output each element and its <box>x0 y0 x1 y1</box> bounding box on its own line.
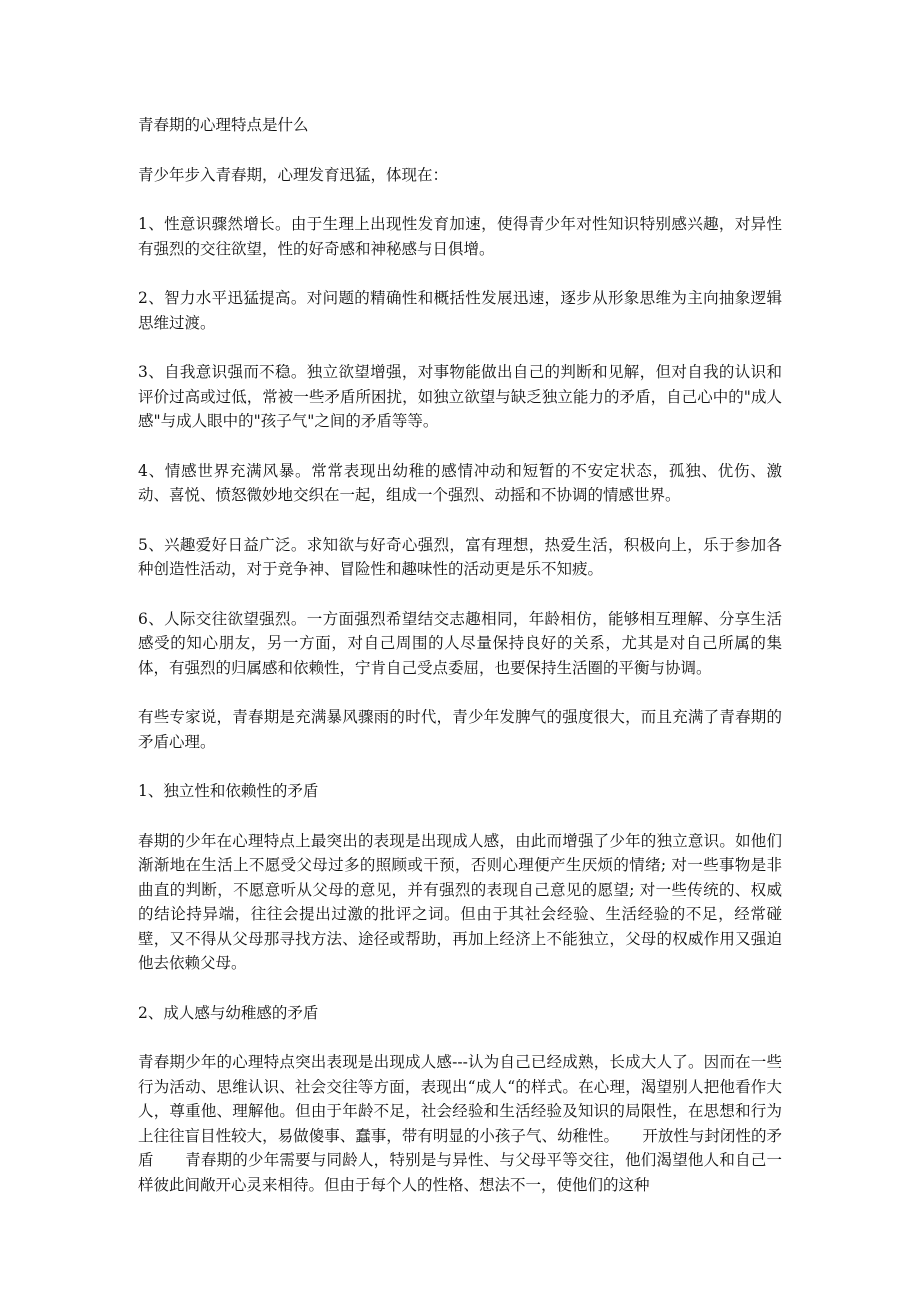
paragraph-point-6: 6、人际交往欲望强烈。一方面强烈希望结交志趣相同，年龄相仿，能够相互理解、分享生活感受的知心朋友，另一方面，对自己周围的人尽量保持良好的关系，尤其是对自己所属的集体，有强烈的归属感和依赖性，宁肯自己受点委屈，也要保持生活圈的平衡与协调。 <box>138 609 782 677</box>
paragraph-experts: 有些专家说，青春期是充满暴风骤雨的时代，青少年发脾气的强度很大，而且充满了青春期的矛盾心理。 <box>138 708 782 751</box>
section-heading-1: 1、独立性和依赖性的矛盾 <box>138 782 319 800</box>
paragraph-point-5: 5、兴趣爱好日益广泛。求知欲与好奇心强烈，富有理想，热爱生活，积极向上，乐于参加各种创造性活动，对于竞争神、冒险性和趣味性的活动更是乐不知疲。 <box>138 535 782 578</box>
document-title: 青春期的心理特点是什么 <box>138 116 309 134</box>
paragraph-point-2: 2、智力水平迅猛提高。对问题的精确性和概括性发展迅速，逐步从形象思维为主向抽象逻辑思维过渡。 <box>138 289 782 332</box>
paragraph-point-3: 3、自我意识强而不稳。独立欲望增强，对事物能做出自己的判断和见解，但对自我的认识和评价过高或过低，常被一些矛盾所困扰，如独立欲望与缺乏独立能力的矛盾，自己心中的"成人感"与成人眼中的"孩子气"之间的矛盾等等。 <box>138 363 782 430</box>
paragraph-point-1: 1、性意识骤然增长。由于生理上出现性发育加速，使得青少年对性知识特别感兴趣，对异性有强烈的交往欲望，性的好奇感和神秘感与日俱增。 <box>138 215 782 258</box>
paragraph-section-1: 春期的少年在心理特点上最突出的表现是出现成人感，由此而增强了少年的独立意识。如他们渐渐地在生活上不愿受父母过多的照顾或干预，否则心理便产生厌烦的情绪; 对一些事物是非曲直的判断，不愿意听从父母的意见，并有强烈的表现自己意见的愿望; 对一些传统的、权威的结论持异端，往往会提出过激的批评之词。但由于其社会经验、生活经验的不足，经常碰壁，又不得从父母那寻找方法、途径或帮助，再加上经济上不能独立，父母的权威作用又强迫他去依赖父母。 <box>138 831 782 972</box>
paragraph-intro: 青少年步入青春期，心理发育迅猛，体现在： <box>138 165 449 184</box>
paragraph-section-2: 青春期少年的心理特点突出表现是出现成人感---认为自己已经成熟，长成大人了。因而在一些行为活动、思维认识、社会交往等方面，表现出“成人“的样式。在心理，渴望别人把他看作大人，尊重他、理解他。但由于年龄不足，社会经验和生活经验及知识的局限性，在思想和行为上往往盲目性较大，易做傻事、蠢事，带有明显的小孩子气、幼稚性。 开放性与封闭性的矛盾 青春期的少年需要与同龄人，特别是与异性、与父母平等交往，他们渴望他人和自己一样彼此间敞开心灵来相待。但由于每个人的性格、想法不一，使他们的这种 <box>138 1053 782 1194</box>
paragraph-point-4: 4、情感世界充满风暴。常常表现出幼稚的感情冲动和短暂的不安定状态，孤独、优伤、激动、喜悦、愤怒微妙地交织在一起，组成一个强烈、动摇和不协调的情感世界。 <box>138 461 782 504</box>
section-heading-2: 2、成人感与幼稚感的矛盾 <box>138 1003 319 1022</box>
